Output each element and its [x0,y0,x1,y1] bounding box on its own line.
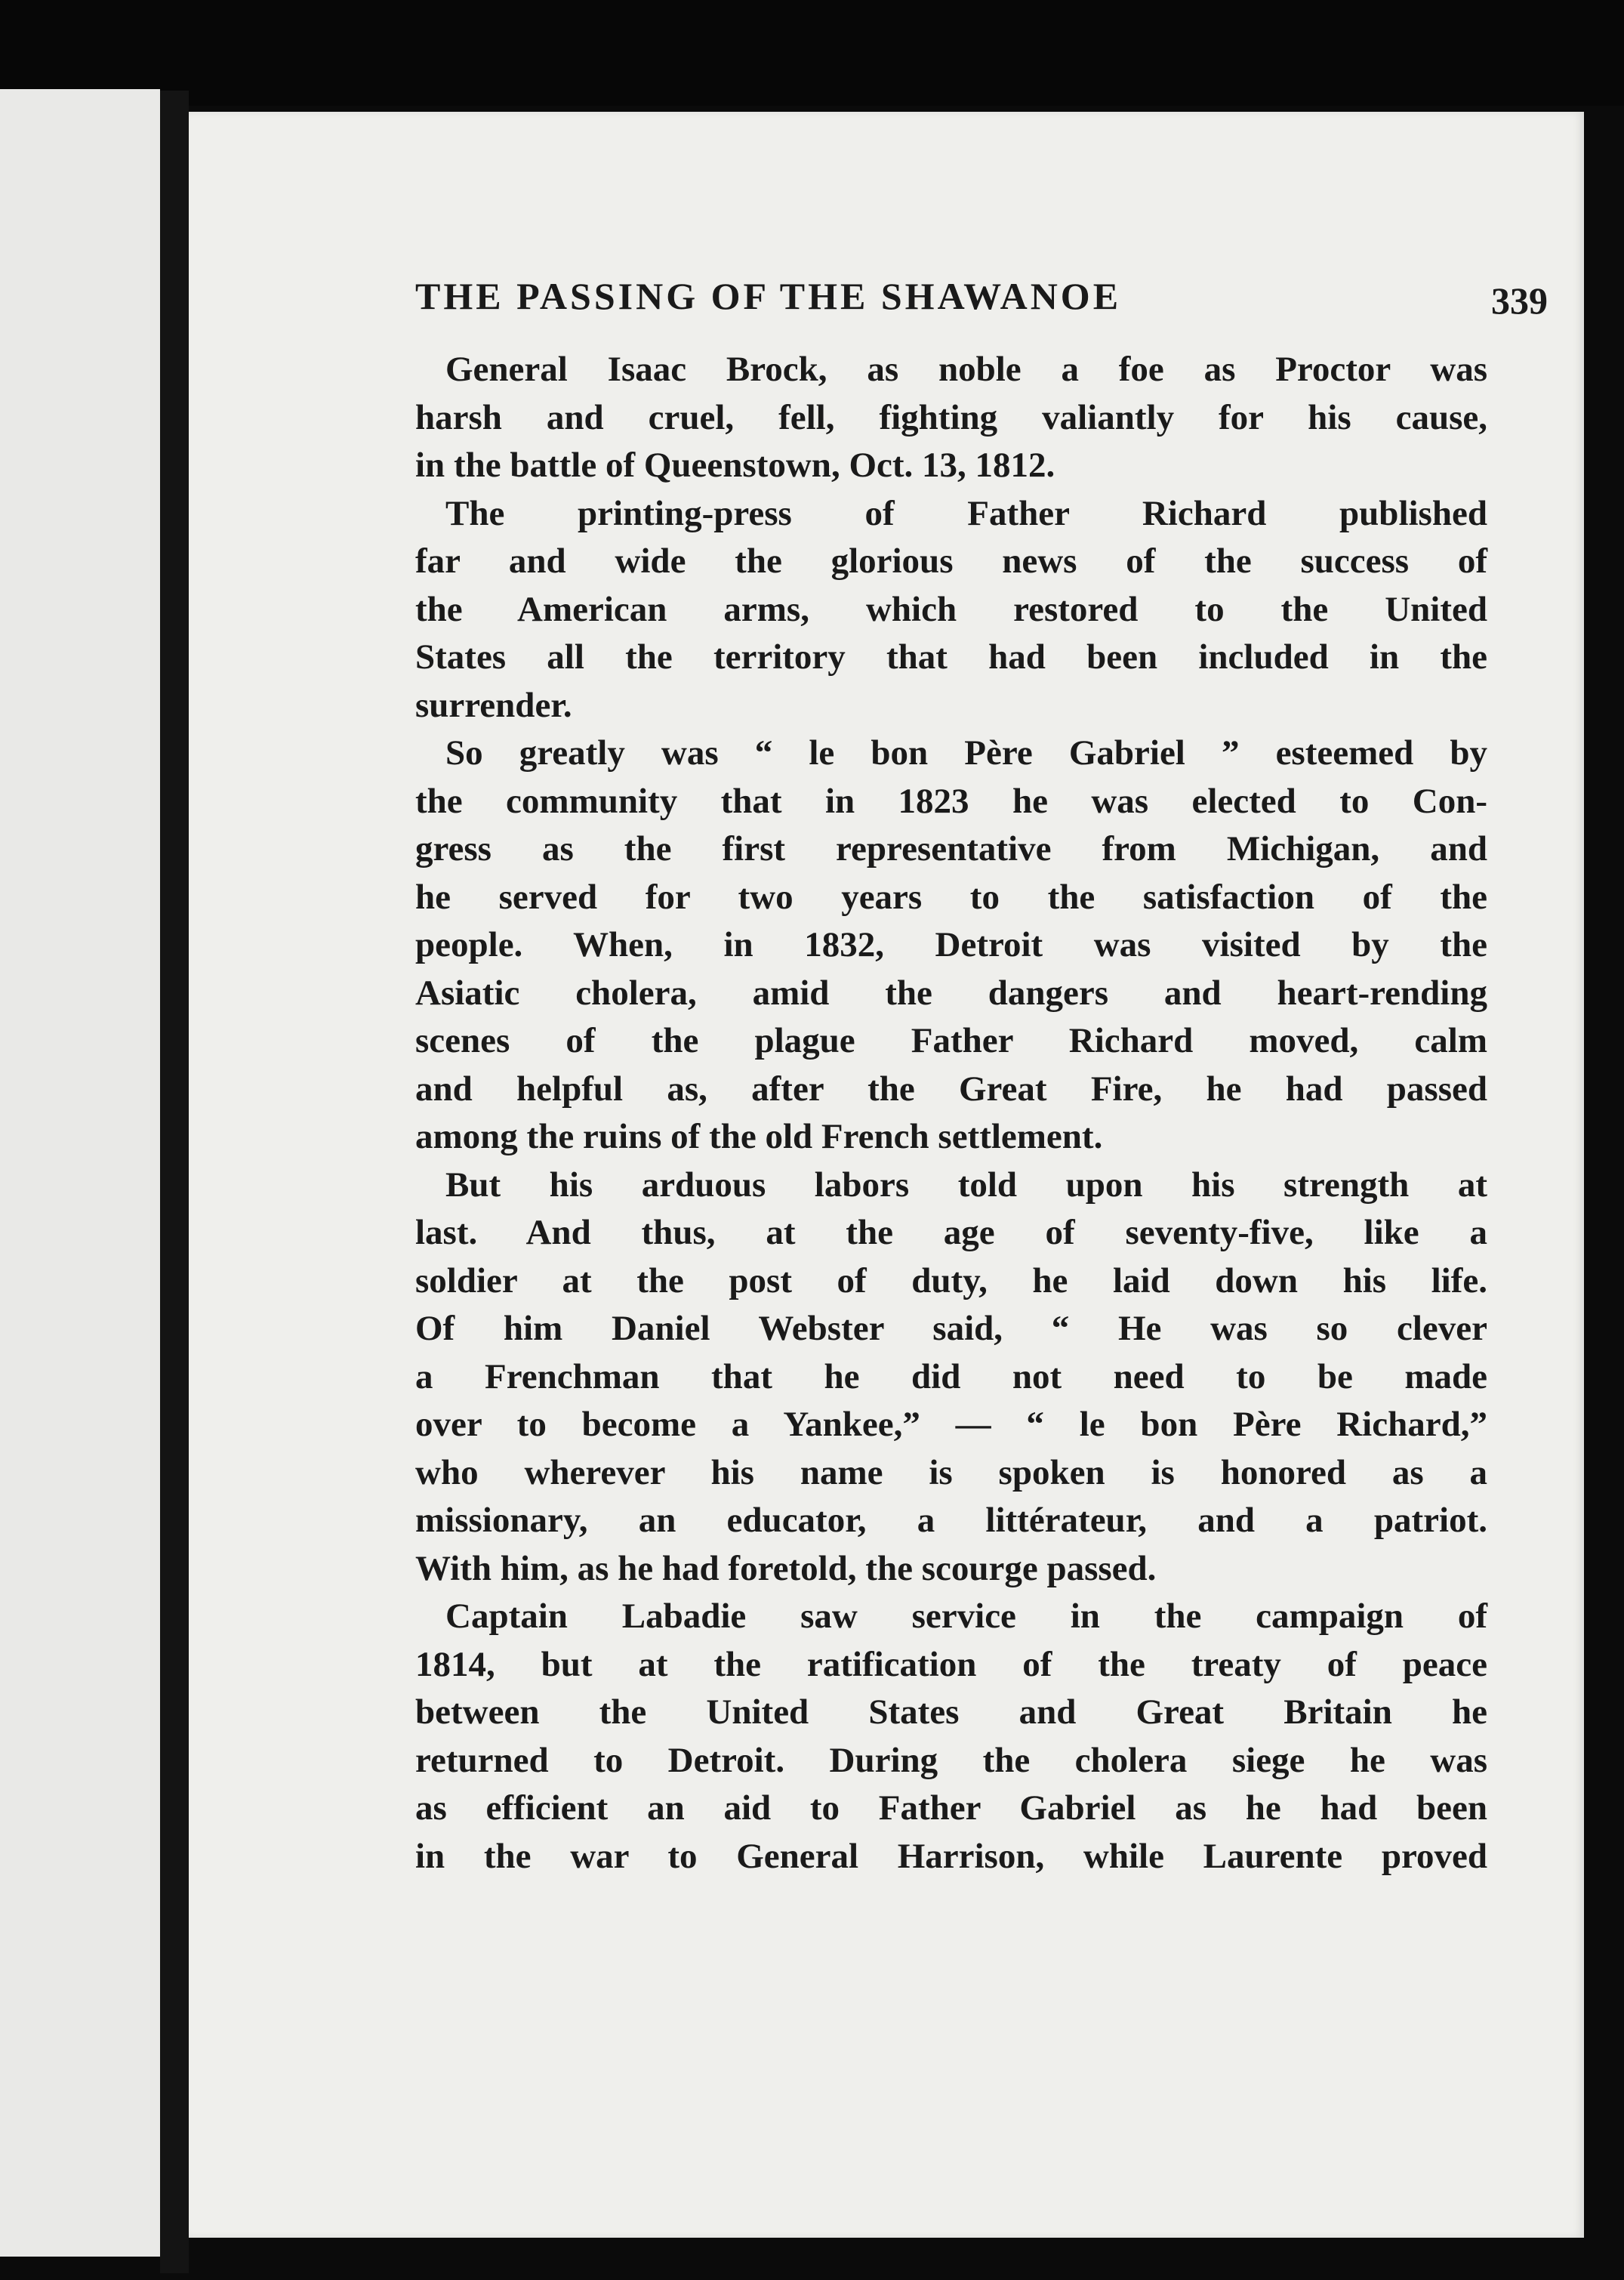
paragraph [377,730,1525,1162]
text-line: a Frenchman that he did not need to be made [415,1356,1487,1396]
text-line: he served for two years to the satisfaction of the [415,877,1487,917]
text-line: Asiatic cholera, amid the dangers and heart-rending [415,973,1487,1013]
book-gutter [160,91,189,2273]
text-line: between the United States and Great Britain he [415,1692,1487,1732]
text-line: harsh and cruel, fell, fighting valiantly for his cause, [415,397,1487,437]
text-line: General Isaac Brock, as noble a foe as Proctor was [445,350,1487,389]
text-block [377,274,1548,1880]
text-line: and helpful as, after the Great Fire, he had passed [415,1069,1487,1109]
text-line: last. And thus, at the age of seventy-five, like a [415,1213,1487,1252]
running-title: THE PASSING OF THE SHAWANOE [415,275,1122,317]
text-line: missionary, an educator, a littérateur, and a patriot. [415,1501,1487,1540]
text-line: returned to Detroit. During the cholera siege he was [415,1740,1487,1780]
text-line: The printing-press of Father Richard published [445,493,1487,533]
paragraph [377,490,1525,730]
text-line: With him, as he had foretold, the scourge passed. [415,1548,1157,1588]
text-line: States all the territory that had been included in the [415,637,1487,677]
paragraph [377,1593,1525,1880]
facing-page-edge [0,89,160,2257]
text-line: the American arms, which restored to the United [415,589,1487,629]
text-line: in the battle of Queenstown, Oct. 13, 1812. [415,446,1055,485]
paragraph [377,346,1525,490]
text-line: But his arduous labors told upon his strength at [445,1165,1487,1205]
text-line: in the war to General Harrison, while Laurente proved [415,1836,1487,1876]
text-line: scenes of the plague Father Richard moved, calm [415,1021,1487,1060]
text-line: over to become a Yankee,” — “ le bon Père Richard,” [415,1405,1487,1444]
text-line: the community that in 1823 he was elected to Con- [415,781,1487,821]
text-line: Of him Daniel Webster said, “ He was so clever [415,1309,1487,1348]
text-line: people. When, in 1832, Detroit was visited by the [415,925,1487,964]
text-line: 1814, but at the ratification of the treaty of peace [415,1644,1487,1684]
text-line: soldier at the post of duty, he laid down his life. [415,1260,1487,1300]
text-line: among the ruins of the old French settlement. [415,1117,1103,1156]
text-line: So greatly was “ le bon Père Gabriel ” esteemed by [445,733,1487,773]
text-line: gress as the first representative from Michigan, and [415,829,1487,868]
scan-border-top [0,0,1624,106]
text-line: as efficient an aid to Father Gabriel as he had been [415,1788,1487,1828]
running-head [377,274,1548,346]
text-line: Captain Labadie saw service in the campaign of [445,1597,1487,1636]
page [189,112,1584,2238]
paragraph [377,1162,1525,1594]
text-line: far and wide the glorious news of the success of [415,541,1487,581]
text-line: who wherever his name is spoken is honored as a [415,1452,1487,1492]
text-line: surrender. [415,685,572,725]
page-number: 339 [1491,279,1548,322]
